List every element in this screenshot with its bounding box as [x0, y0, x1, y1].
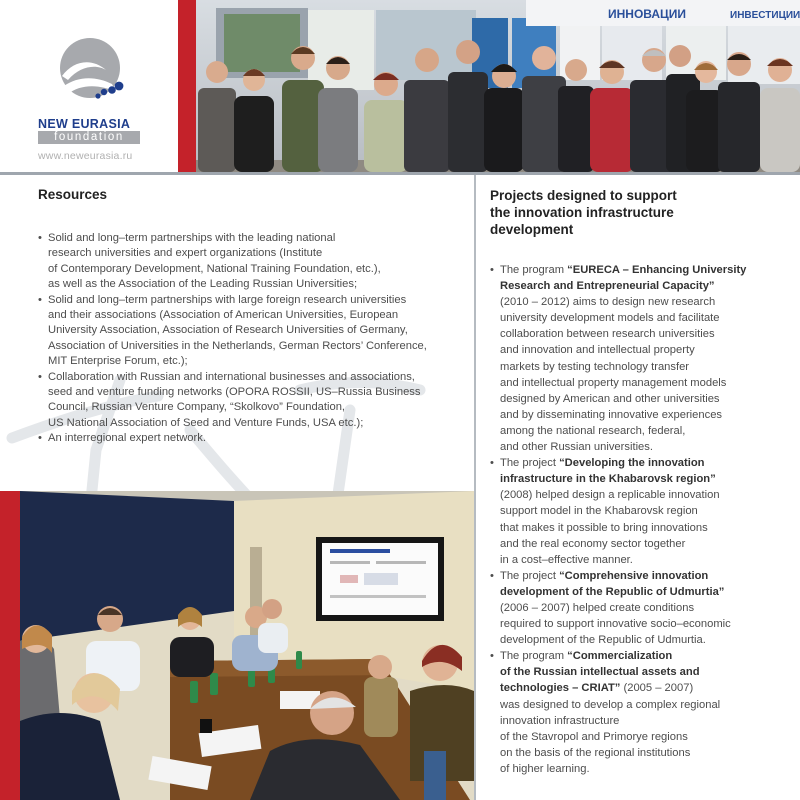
project-line: markets by testing technology transfer	[500, 360, 690, 373]
project-line: (2006 – 2007) helped create conditions	[500, 601, 695, 614]
project-udmurtia	[490, 568, 790, 648]
project-line: and the real economy sector together	[500, 537, 686, 550]
project-line: collaboration between research universities	[500, 328, 715, 341]
project-line: development of the Republic of Udmurtia.	[500, 634, 706, 647]
project-name: of the Russian intellectual assets and	[500, 666, 700, 679]
project-name: technologies – CRIAT”	[500, 682, 621, 695]
project-line	[500, 262, 790, 278]
project-line: university development models and facilitate	[500, 312, 720, 325]
project-line: was designed to develop a complex regional	[500, 698, 721, 711]
project-line: in a cost–effective manner.	[500, 553, 633, 566]
project-name: Research and Entrepreneurial Capacity”	[500, 280, 715, 293]
meeting-photo-illustration	[20, 491, 474, 800]
header-accent-bar	[178, 0, 196, 172]
project-name: “EURECA – Enhancing University	[567, 264, 747, 276]
group-photo-illustration	[196, 0, 800, 172]
project-line: and by disseminating innovative experiences	[500, 408, 723, 421]
resources-item	[37, 293, 469, 370]
resources-section	[0, 175, 474, 491]
project-line: and intellectual property management models	[500, 376, 727, 389]
resources-item-line: as well as the Association of the Leading Russian Universities;	[48, 278, 358, 291]
project-line: of higher learning.	[500, 762, 590, 775]
project-criat	[490, 648, 790, 777]
project-line	[500, 648, 790, 664]
project-name: “Comprehensive innovation	[559, 569, 709, 582]
project-line: required to support innovative socio–economic	[500, 618, 731, 631]
project-name: “Commercialization	[567, 650, 673, 663]
resources-item-line: research universities and expert organizations (Institute	[48, 247, 323, 260]
project-line: among the national research, federal,	[500, 424, 686, 437]
project-line: that makes it possible to bring innovations	[500, 521, 708, 534]
project-name: “Developing the innovation	[559, 457, 705, 470]
resources-item-line: US National Association of Seed and Venture Funds, USA etc.);	[48, 416, 364, 429]
resources-item-line: • Collaboration with Russian and international businesses and associations,	[48, 370, 415, 383]
banner-text-innovation: ИННОВАЦИИ	[608, 7, 687, 21]
resources-item	[37, 370, 469, 432]
projects-title-line: the innovation infrastructure	[490, 205, 674, 220]
resources-item-line: University Association, Association of Research Universities of Germany,	[48, 324, 408, 337]
project-lead: The program	[500, 650, 568, 663]
resources-list	[37, 231, 469, 447]
project-line	[500, 568, 790, 584]
project-line	[500, 680, 790, 696]
meeting-photo	[20, 491, 474, 800]
project-line: innovation infrastructure	[500, 714, 620, 727]
project-lead: The project	[500, 569, 560, 582]
logo-title: NEW EURASIA	[38, 117, 131, 131]
resources-title: Resources	[38, 187, 108, 202]
project-line: and other Russian universities.	[500, 441, 653, 454]
project-line	[500, 455, 790, 471]
projects-section	[476, 175, 800, 800]
group-photo	[196, 0, 800, 172]
resources-item-line: of Contemporary Development, National Training Foundation, etc.),	[48, 262, 381, 275]
resources-item	[37, 231, 469, 293]
project-line: support model in the Khabarovsk region	[500, 505, 698, 518]
website-link[interactable]: www.neweurasia.ru	[38, 150, 133, 162]
project-name: infrastructure in the Khabarovsk region”	[500, 473, 716, 486]
project-line: and innovation and intellectual property	[500, 344, 695, 357]
project-line: of the Stavropol and Primorye regions	[500, 730, 688, 743]
projects-title	[490, 187, 677, 238]
project-line: on the basis of the regional institutions	[500, 746, 691, 759]
project-line: designed by American and other universities	[500, 392, 720, 405]
projects-list	[490, 262, 790, 777]
project-name: development of the Republic of Udmurtia”	[500, 585, 725, 598]
project-lead: The project	[500, 457, 560, 470]
new-eurasia-logo-icon	[56, 36, 124, 104]
bottom-accent-bar	[0, 491, 20, 800]
resources-item-line: • Solid and long–term partnerships with the leading national	[48, 232, 336, 244]
resources-item-line: seed and venture funding networks (OPORA ROSSII, US–Russia Business	[48, 386, 421, 399]
projects-title-line: development	[490, 222, 574, 237]
logo-subtitle: foundation	[38, 131, 140, 144]
logo-panel	[0, 0, 178, 172]
project-years: (2005 – 2007)	[620, 682, 694, 695]
banner-text-investment: ИНВЕСТИЦИИ	[730, 10, 800, 21]
resources-item-line: • An interregional expert network.	[48, 432, 206, 445]
projects-title-line: Projects designed to support	[490, 188, 677, 203]
resources-item-line: • Solid and long–term partnerships with large foreign research universities	[48, 293, 407, 306]
resources-item-line: MIT Enterprise Forum, etc.);	[48, 355, 188, 368]
project-line: (2010 – 2012) aims to design new research	[500, 296, 716, 309]
project-lead: The program	[500, 264, 568, 276]
resources-item-line: Association of Universities in the Netherlands, German Rectors’ Conference,	[48, 339, 427, 352]
resources-item-line: and their associations (Association of American Universities, European	[48, 309, 399, 322]
project-eureca	[490, 262, 790, 455]
project-khabarovsk	[490, 455, 790, 568]
project-line: (2008) helped design a replicable innovation	[500, 489, 720, 502]
resources-item-line: Council, Russian Venture Company, “Skolkovo” Foundation,	[48, 401, 346, 414]
resources-item	[37, 431, 469, 446]
